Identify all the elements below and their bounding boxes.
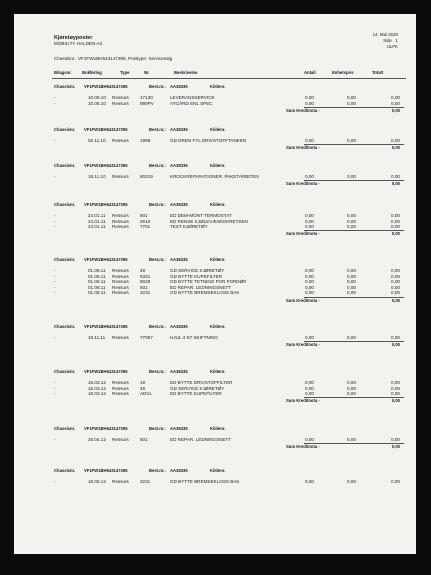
cell-nr: 7701 xyxy=(140,224,151,230)
cell-totalt: 0,00 xyxy=(391,100,400,106)
cell-type: Ressurs xyxy=(112,437,129,442)
cell-enhetspris: 0,00 xyxy=(347,380,356,385)
sum-label: Sum Kreditnota - xyxy=(286,398,320,404)
sum-kreditnota xyxy=(14,298,416,304)
cell-enhetspris: 0,00 xyxy=(347,391,356,397)
chassis-row xyxy=(14,369,416,375)
bestnr-label: Best.nr.: xyxy=(149,369,166,374)
cell-bilagsnr: - xyxy=(54,335,56,340)
chassis-row xyxy=(14,202,416,208)
chassis-label: Chassisnr. xyxy=(54,127,76,132)
bestnr-value: AA38335 xyxy=(170,369,188,374)
chassis-label: Chassisnr. xyxy=(54,324,76,329)
cell-description: ED BYTTE KUPEFILTER xyxy=(170,391,222,397)
col-type: Type xyxy=(120,70,130,75)
cell-enhetspris: 0,00 xyxy=(347,273,356,279)
cell-description: GD SERVICE KJØRETØY xyxy=(170,268,225,273)
bestnr-label: Best.nr.: xyxy=(149,324,166,329)
col-antall: Antall xyxy=(304,70,316,75)
chassis-row xyxy=(14,163,416,169)
bestnr-value: AA38335 xyxy=(170,84,188,89)
bestnr-value: AA38335 xyxy=(170,324,188,329)
sum-label: Sum Kreditnota - xyxy=(286,145,320,151)
cell-type: Ressurs xyxy=(112,95,129,100)
cell-totalt: 0,00 xyxy=(391,391,400,397)
sum-label: Sum Kreditnota - xyxy=(286,297,320,303)
chassis-number: VF1FW1BH543147395 xyxy=(84,426,128,431)
cell-description: ED REPAR. LEDNINGSNETT xyxy=(170,437,232,442)
cell-type: Ressurs xyxy=(112,273,129,279)
cell-description: ED BYTTE DRIVSTOFFILTER xyxy=(170,380,233,385)
cell-enhetspris: 0,00 xyxy=(347,95,356,100)
cell-type: Ressurs xyxy=(112,385,129,391)
chassis-label: Chassisnr. xyxy=(54,163,76,168)
cell-antall: 0,00 xyxy=(305,95,314,100)
user-id: ULFK xyxy=(386,43,398,49)
bestnr-value: AA38335 xyxy=(170,426,188,431)
bestnr-label: Best.nr.: xyxy=(149,84,166,89)
kildenr-label: Kildenr. xyxy=(210,468,226,473)
cell-antall: 0,00 xyxy=(305,335,314,340)
cell-description: ED RENSE KJØLEVÆSKEKRETSEN xyxy=(170,218,248,224)
cell-enhetspris: 0,00 xyxy=(347,290,356,296)
bestnr-label: Best.nr.: xyxy=(149,163,166,168)
bestnr-value: AA38335 xyxy=(170,202,188,207)
cell-bilagsnr: - xyxy=(54,380,56,385)
cell-antall: 0,00 xyxy=(305,385,314,391)
sum-value: 0,00 xyxy=(391,297,400,303)
cell-type: Ressurs xyxy=(112,100,129,106)
cell-enhetspris: 0,00 xyxy=(347,100,356,106)
kildenr-label: Kildenr. xyxy=(210,426,226,431)
cell-antall: 0,00 xyxy=(305,279,314,285)
bestnr-value: AA38335 xyxy=(170,468,188,473)
col-totalt: Totalt xyxy=(372,70,384,75)
cell-bilagsnr: - xyxy=(54,290,56,296)
cell-type: Ressurs xyxy=(112,138,129,143)
kildenr-label: Kildenr. xyxy=(210,369,226,374)
cell-antall: 0,00 xyxy=(305,380,314,385)
cell-totalt: 0,00 xyxy=(391,95,400,100)
cell-description: GD BYTTE BREMSEKLOSS BAK xyxy=(170,290,240,296)
sum-kreditnota xyxy=(14,108,416,114)
chassis-row xyxy=(14,84,416,90)
cell-bilagsnr: - xyxy=(54,224,56,230)
cell-nr: 77067 xyxy=(140,335,153,340)
bestnr-label: Best.nr.: xyxy=(149,426,166,431)
bestnr-value: AA38335 xyxy=(170,127,188,132)
cell-date: 10.08.10 xyxy=(88,100,106,106)
cell-nr: 1998 xyxy=(140,138,151,143)
chassis-label: Chassisnr. xyxy=(54,468,76,473)
cell-type: Ressurs xyxy=(112,284,129,290)
cell-date: 26.04.12 xyxy=(88,437,106,442)
bestnr-value: AA38335 xyxy=(170,257,188,262)
table-row xyxy=(14,479,416,485)
cell-description: KROCKREPARATIONER, PAKETARBITEN xyxy=(170,174,259,179)
cell-date: 18.11.10 xyxy=(88,174,106,179)
chassis-number: VF1FW1BH543147395 xyxy=(84,468,128,473)
cell-description: ED DEM-MONT TERMOSTAT xyxy=(170,213,232,218)
cell-description: TEST KJØRETØY xyxy=(170,224,208,230)
cell-date: 01.08.11 xyxy=(88,279,106,285)
cell-totalt: 0,00 xyxy=(391,218,400,224)
col-bilagsnr: Bilagsnr. xyxy=(54,70,72,75)
chassis-number: VF1FW1BH543147395 xyxy=(84,127,128,132)
cell-bilagsnr: - xyxy=(54,385,56,391)
table-row xyxy=(14,437,416,443)
cell-nr: 19 xyxy=(140,380,146,385)
cell-totalt: 0,00 xyxy=(391,284,400,290)
cell-bilagsnr: - xyxy=(54,100,56,106)
cell-antall: 0,00 xyxy=(305,479,314,484)
cell-antall: 0,00 xyxy=(305,218,314,224)
cell-description: GD DREN FYL DRIVSTOFFTANKEN xyxy=(170,138,247,143)
sum-label: Sum Kreditnota - xyxy=(286,181,320,187)
sum-value: 0,00 xyxy=(391,181,400,187)
cell-type: Ressurs xyxy=(112,174,129,179)
cell-antall: 0,00 xyxy=(305,174,314,179)
sum-value: 0,00 xyxy=(391,231,400,237)
cell-enhetspris: 0,00 xyxy=(347,284,356,290)
cell-antall: 0,00 xyxy=(305,391,314,397)
cell-bilagsnr: - xyxy=(54,279,56,285)
document-title: Kjøretøyposter xyxy=(54,35,93,41)
col-beskrivelse: Beskrivelse xyxy=(174,70,198,75)
cell-nr: 801 xyxy=(140,213,148,218)
chassis-number: VF1FW1BH543147395 xyxy=(84,257,128,262)
document-meta xyxy=(373,32,398,49)
header-divider xyxy=(52,78,406,79)
bestnr-label: Best.nr.: xyxy=(149,202,166,207)
bestnr-label: Best.nr.: xyxy=(149,468,166,473)
cell-description: GD BYTTE KUPEFILTER xyxy=(170,273,223,279)
cell-totalt: 0,00 xyxy=(391,268,400,273)
cell-type: Ressurs xyxy=(112,391,129,397)
chassis-label: Chassisnr. xyxy=(54,257,76,262)
cell-date: 24.01.11 xyxy=(88,218,106,224)
cell-type: Ressurs xyxy=(112,218,129,224)
kildenr-label: Kildenr. xyxy=(210,257,226,262)
cell-nr: 501 xyxy=(140,284,148,290)
cell-enhetspris: 0,00 xyxy=(347,218,356,224)
cell-description: ATGÅRD ENL SPEC xyxy=(170,100,213,106)
sum-kreditnota xyxy=(14,231,416,237)
sum-label: Sum Kreditnota - xyxy=(286,107,320,113)
cell-antall: 0,00 xyxy=(305,224,314,230)
cell-nr: 2610 xyxy=(140,218,151,224)
cell-totalt: 0,00 xyxy=(391,213,400,218)
cell-date: 16.03.12 xyxy=(88,380,106,385)
cell-antall: 0,00 xyxy=(305,138,314,143)
sum-kreditnota xyxy=(14,342,416,348)
cell-nr: 48 xyxy=(140,268,146,273)
cell-totalt: 0,00 xyxy=(391,138,400,143)
document-page xyxy=(14,14,416,554)
chassis-number: VF1FW1BH543147395 xyxy=(84,202,128,207)
cell-enhetspris: 0,00 xyxy=(347,213,356,218)
cell-type: Ressurs xyxy=(112,290,129,296)
chassis-number: VF1FW1BH543147395 xyxy=(84,369,128,374)
cell-nr: 17130 xyxy=(140,95,153,100)
chassis-row xyxy=(14,324,416,330)
cell-antall: 0,00 xyxy=(305,213,314,218)
cell-date: 18.11.11 xyxy=(88,335,106,340)
table-row xyxy=(14,335,416,341)
table-row xyxy=(14,224,416,230)
chassis-row xyxy=(14,257,416,263)
chassis-label: Chassisnr. xyxy=(54,84,76,89)
cell-bilagsnr: - xyxy=(54,479,56,484)
sum-kreditnota xyxy=(14,444,416,450)
cell-description: GD BYTTE BREMSEKLOSS BAK xyxy=(170,479,240,484)
cell-enhetspris: 0,00 xyxy=(347,479,356,484)
cell-totalt: 0,00 xyxy=(391,380,400,385)
cell-antall: 0,00 xyxy=(305,284,314,290)
cell-nr: 5321 xyxy=(140,273,151,279)
cell-enhetspris: 0,00 xyxy=(347,224,356,230)
cell-bilagsnr: - xyxy=(54,273,56,279)
cell-totalt: 0,00 xyxy=(391,224,400,230)
cell-date: 16.03.12 xyxy=(88,385,106,391)
bestnr-label: Best.nr.: xyxy=(149,127,166,132)
cell-bilagsnr: - xyxy=(54,268,56,273)
cell-type: Ressurs xyxy=(112,268,129,273)
sum-value: 0,00 xyxy=(391,342,400,348)
col-bokforing: Bokføring xyxy=(82,70,102,75)
sum-label: Sum Kreditnota - xyxy=(286,444,320,450)
chassis-number: VF1FW1BH543147395 xyxy=(84,163,128,168)
cell-totalt: 0,00 xyxy=(391,437,400,442)
cell-date: 01.08.11 xyxy=(88,273,106,279)
chassis-row xyxy=(14,127,416,133)
cell-date: 16.05.12 xyxy=(88,479,106,484)
chassis-row xyxy=(14,468,416,474)
page-number: Side 1 xyxy=(383,37,398,43)
cell-nr: 8028 xyxy=(140,279,151,285)
cell-description: GD BYTTE TETNING FOR FORDØR xyxy=(170,279,247,285)
cell-date: 16.03.12 xyxy=(88,391,106,397)
cell-date: 01.08.11 xyxy=(88,284,106,290)
bestnr-label: Best.nr.: xyxy=(149,257,166,262)
cell-type: Ressurs xyxy=(112,213,129,218)
cell-bilagsnr: - xyxy=(54,218,56,224)
cell-enhetspris: 0,00 xyxy=(347,385,356,391)
cell-antall: 0,00 xyxy=(305,273,314,279)
cell-type: Ressurs xyxy=(112,380,129,385)
cell-totalt: 0,00 xyxy=(391,273,400,279)
table-row xyxy=(14,391,416,397)
print-date: 14. Mai 2020 xyxy=(372,32,398,37)
cell-nr: 80219 xyxy=(140,174,153,179)
column-headers xyxy=(14,70,416,77)
cell-date: 24.01.11 xyxy=(88,224,106,230)
sum-value: 0,00 xyxy=(391,145,400,151)
sum-value: 0,00 xyxy=(391,398,400,404)
table-row xyxy=(14,290,416,296)
cell-description: LEVERANSSERVICE xyxy=(170,95,215,100)
cell-enhetspris: 0,00 xyxy=(347,138,356,143)
cell-enhetspris: 0,00 xyxy=(347,279,356,285)
cell-date: 01.08.11 xyxy=(88,268,106,273)
cell-type: Ressurs xyxy=(112,479,129,484)
cell-antall: 0,00 xyxy=(305,100,314,106)
company-name: MOBILITY HALDEN AS xyxy=(54,41,103,47)
sum-value: 0,00 xyxy=(391,107,400,113)
cell-totalt: 0,00 xyxy=(391,174,400,179)
chassis-number: VF1FW1BH543147395 xyxy=(84,324,128,329)
cell-nr: 3231 xyxy=(140,479,151,484)
table-row xyxy=(14,174,416,180)
cell-date: 10.08.10 xyxy=(88,95,106,100)
cell-nr: 999PV xyxy=(140,100,154,106)
kildenr-label: Kildenr. xyxy=(210,202,226,207)
sum-value: 0,00 xyxy=(391,444,400,450)
col-nr: Nr. xyxy=(144,70,150,75)
cell-date: 24.01.11 xyxy=(88,213,106,218)
kildenr-label: Kildenr. xyxy=(210,84,226,89)
cell-bilagsnr: - xyxy=(54,437,56,442)
filter-line: Chassisnr.: VF1FW1BH543147395, Posttype: Servicesalg xyxy=(54,56,173,61)
chassis-label: Chassisnr. xyxy=(54,202,76,207)
table-row xyxy=(14,101,416,107)
cell-bilagsnr: - xyxy=(54,95,56,100)
sum-label: Sum Kreditnota - xyxy=(286,231,320,237)
cell-totalt: 0,00 xyxy=(391,290,400,296)
cell-antall: 0,00 xyxy=(305,437,314,442)
cell-description: ED REPAR. LEDNINGSNETT xyxy=(170,284,232,290)
col-enhetspris: Enhetspris xyxy=(332,70,354,75)
sum-kreditnota xyxy=(14,398,416,404)
cell-bilagsnr: - xyxy=(54,174,56,179)
bestnr-value: AA38335 xyxy=(170,163,188,168)
cell-bilagsnr: - xyxy=(54,284,56,290)
cell-date: 01.08.11 xyxy=(88,290,106,296)
kildenr-label: Kildenr. xyxy=(210,127,226,132)
cell-nr: 501 xyxy=(140,437,148,442)
cell-totalt: 0,00 xyxy=(391,385,400,391)
kildenr-label: Kildenr. xyxy=(210,324,226,329)
cell-type: Ressurs xyxy=(112,335,129,340)
cell-description: GD SERVICE KJØRETØY xyxy=(170,385,225,391)
cell-enhetspris: 0,00 xyxy=(347,268,356,273)
chassis-number: VF1FW1BH543147395 xyxy=(84,84,128,89)
cell-type: Ressurs xyxy=(112,224,129,230)
cell-nr: ADVL xyxy=(140,391,153,397)
cell-antall: 0,00 xyxy=(305,268,314,273)
cell-nr: 3231 xyxy=(140,290,151,296)
chassis-label: Chassisnr. xyxy=(54,369,76,374)
cell-description: HJUL 4 ST SKIFTNING xyxy=(170,335,218,340)
cell-totalt: 0,00 xyxy=(391,479,400,484)
cell-enhetspris: 0,00 xyxy=(347,335,356,340)
cell-bilagsnr: - xyxy=(54,138,56,143)
sum-kreditnota xyxy=(14,145,416,151)
cell-antall: 0,00 xyxy=(305,290,314,296)
cell-nr: 48 xyxy=(140,385,146,391)
table-row xyxy=(14,138,416,144)
chassis-label: Chassisnr. xyxy=(54,426,76,431)
sum-label: Sum Kreditnota - xyxy=(286,342,320,348)
sum-kreditnota xyxy=(14,181,416,187)
cell-bilagsnr: - xyxy=(54,213,56,218)
cell-enhetspris: 0,00 xyxy=(347,174,356,179)
cell-enhetspris: 0,00 xyxy=(347,437,356,442)
chassis-row xyxy=(14,426,416,432)
cell-bilagsnr: - xyxy=(54,391,56,397)
cell-date: 02.11.10 xyxy=(88,138,106,143)
cell-type: Ressurs xyxy=(112,279,129,285)
cell-totalt: 0,00 xyxy=(391,335,400,340)
document-header xyxy=(54,36,102,46)
kildenr-label: Kildenr. xyxy=(210,163,226,168)
cell-totalt: 0,00 xyxy=(391,279,400,285)
